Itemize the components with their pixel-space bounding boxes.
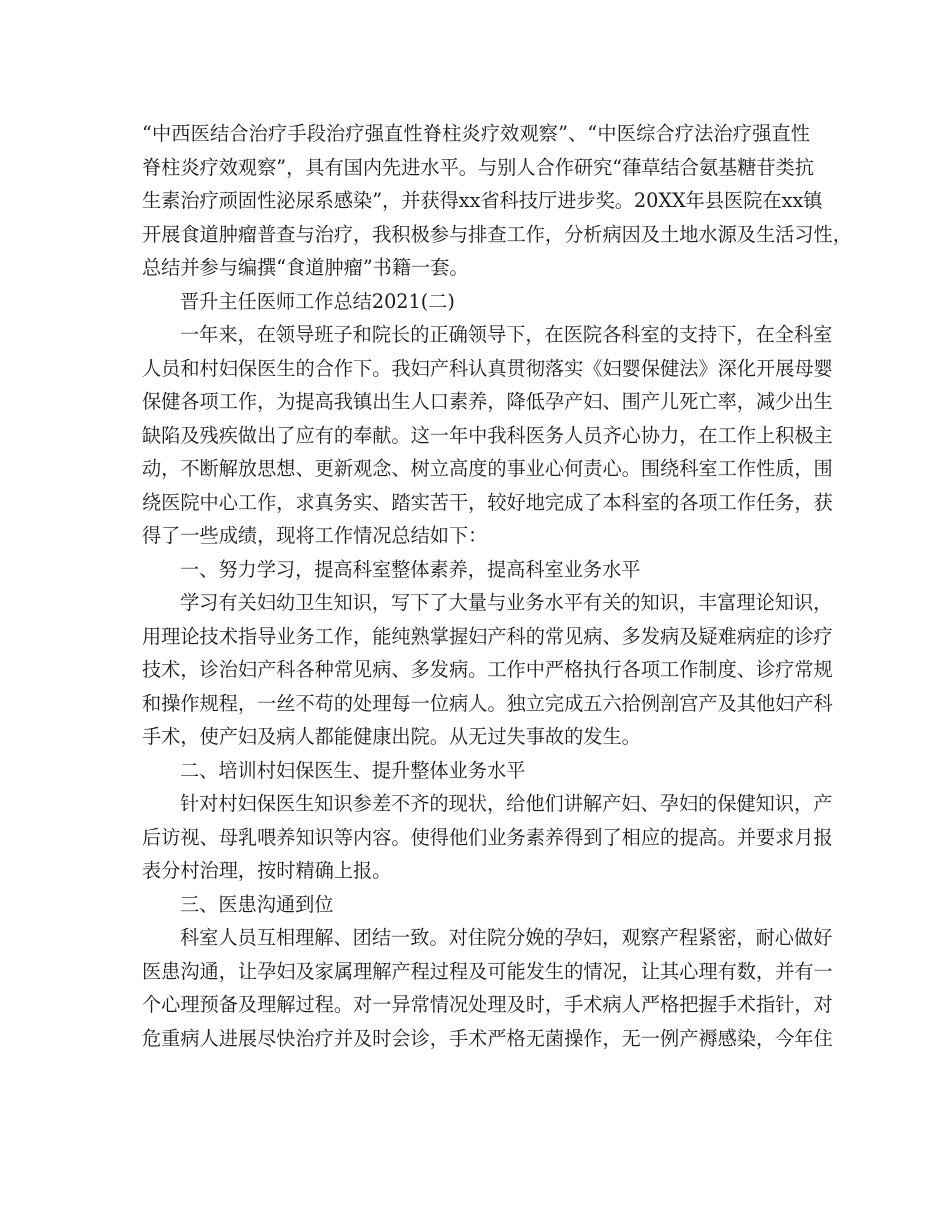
paragraph-line: 动，不断解放思想、更新观念、树立高度的事业心何责心。围绕科室工作性质，围 [142, 457, 833, 480]
paragraph-line: 绕医院中心工作，求真务实、踏实苦干，较好地完成了本科室的各项工作任务，获 [142, 490, 833, 514]
section-title: 晋升主任医师工作总结2021(二) [180, 289, 455, 313]
paragraph-line: 总结并参与编撰“食道肿瘤”书籍一套。 [142, 256, 469, 279]
paragraph-line: 一年来，在领导班子和院长的正确领导下，在医院各科室的支持下，在全科室 [180, 323, 833, 346]
section-heading: 二、培训村妇保医生、提升整体业务水平 [180, 758, 526, 782]
paragraph-line: 医患沟通，让孕妇及家属理解产程过程及可能发生的情况，让其心理有数，并有一 [142, 959, 833, 983]
paragraph-line: 人员和村妇保医生的合作下。我妇产科认真贯彻落实《妇婴保健法》深化开展母婴 [142, 356, 833, 380]
paragraph-line: 个心理预备及理解过程。对一异常情况处理及时，手术病人严格把握手术指针，对 [142, 993, 833, 1016]
paragraph-line: 和操作规程，一丝不苟的处理每一位病人。独立完成五六拾例剖宫产及其他妇产科 [142, 691, 833, 715]
paragraph-line: 脊柱炎疗效观察”，具有国内先进水平。与别人合作研究“葎草结合氨基糖苷类抗 [142, 155, 814, 179]
paragraph-line: 学习有关妇幼卫生知识，写下了大量与业务水平有关的知识，丰富理论知识， [180, 591, 833, 614]
paragraph-line: “中西医结合治疗手段治疗强直性脊柱炎疗效观察”、“中医综合疗法治疗强直性 [142, 122, 810, 145]
paragraph-line: 科室人员互相理解、团结一致。对住院分娩的孕妇，观察产程紧密，耐心做好 [180, 926, 833, 949]
paragraph-line: 表分村治理，按时精确上报。 [142, 859, 392, 882]
paragraph-line: 开展食道肿瘤普查与治疗，我积极参与排查工作，分析病因及土地水源及生活习性， [142, 222, 852, 246]
document-body [142, 117, 852, 1055]
paragraph-line: 得了一些成绩，现将工作情况总结如下： [142, 524, 488, 547]
paragraph-line: 生素治疗顽固性泌尿系感染”，并获得xx省科技厅进步奖。20XX年县医院在xx镇 [142, 189, 823, 212]
section-heading: 一、努力学习，提高科室整体素养，提高科室业务水平 [180, 557, 641, 581]
paragraph-line: 后访视、母乳喂养知识等内容。使得他们业务素养得到了相应的提高。并要求月报 [142, 825, 833, 849]
paragraph-line: 技术，诊治妇产科各种常见病、多发病。工作中严格执行各项工作制度、诊疗常规 [142, 658, 833, 681]
paragraph-line: 保健各项工作，为提高我镇出生人口素养，降低孕产妇、围产儿死亡率，减少出生 [142, 390, 833, 413]
section-heading: 三、医患沟通到位 [180, 892, 334, 916]
paragraph-line: 缺陷及残疾做出了应有的奉献。这一年中我科医务人员齐心协力，在工作上积极主 [142, 423, 833, 447]
paragraph-line: 手术，使产妇及病人都能健康出院。从无过失事故的发生。 [142, 725, 641, 748]
paragraph-line: 用理论技术指导业务工作，能纯熟掌握妇产科的常见病、多发病及疑难病症的诊疗 [142, 624, 833, 648]
paragraph-line: 针对村妇保医生知识参差不齐的现状，给他们讲解产妇、孕妇的保健知识，产 [180, 792, 833, 815]
paragraph-line: 危重病人进展尽快治疗并及时会诊，手术严格无菌操作，无一例产褥感染，今年住 [142, 1026, 833, 1050]
